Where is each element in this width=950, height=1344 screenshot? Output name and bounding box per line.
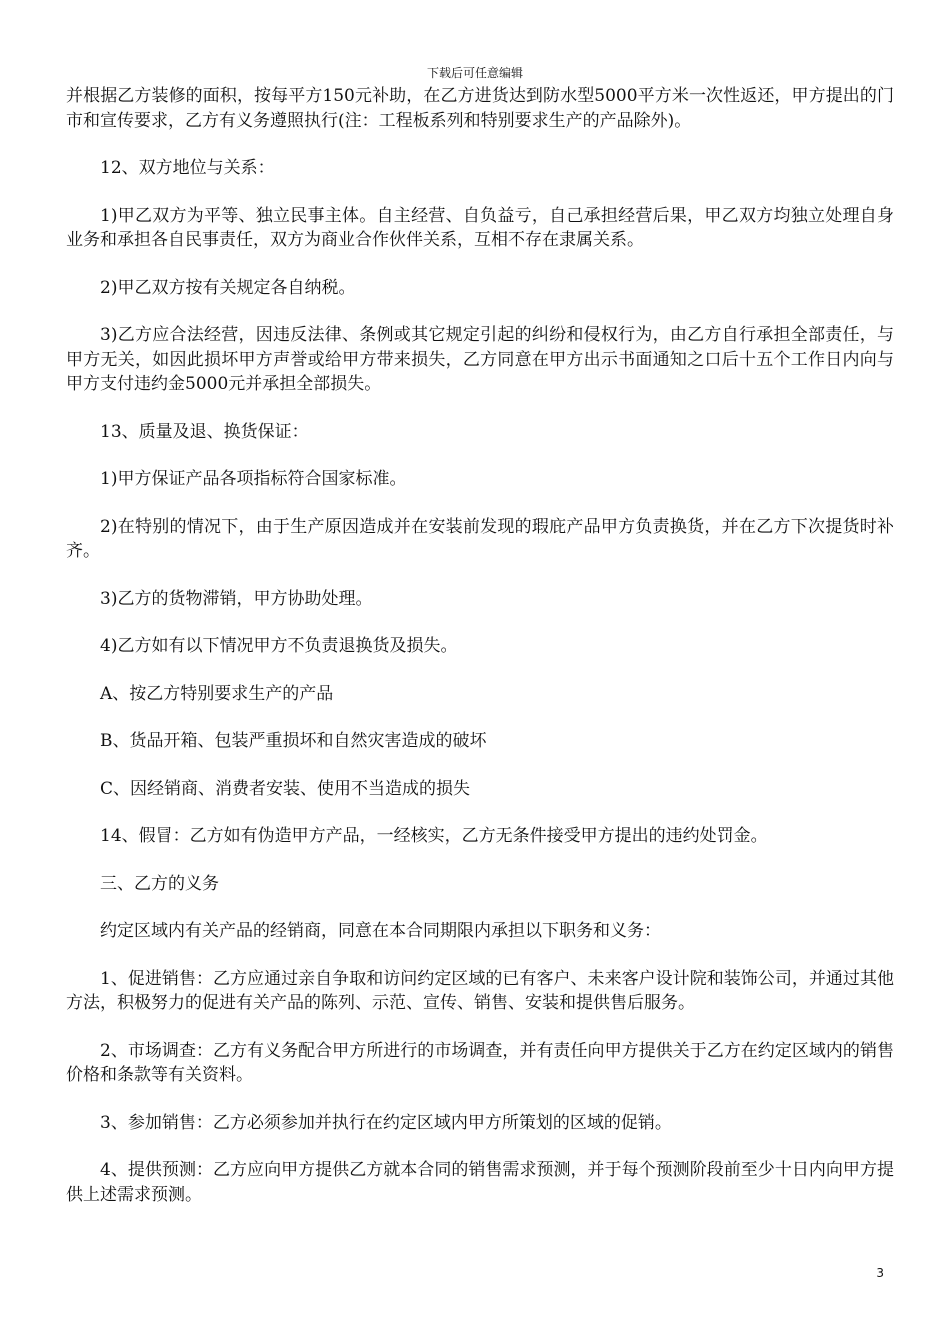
paragraph: 1)甲乙双方为平等、独立民事主体。自主经营、自负益亏，自己承担经营后果，甲乙双方均独立处理自身业务和承担各自民事责任，双方为商业合作伙伴关系，互相不存在隶属关系。: [66, 205, 894, 250]
list-item: C、因经销商、消费者安装、使用不当造成的损失: [100, 778, 471, 799]
document-body: [66, 84, 894, 1230]
page-number: 3: [876, 1266, 884, 1280]
paragraph: 1)甲方保证产品各项指标符合国家标准。: [100, 469, 407, 489]
paragraph: 2、市场调查：乙方有义务配合甲方所进行的市场调查，并有责任向甲方提供关于乙方在约定区域内的销售价格和条款等有关资料。: [66, 1040, 894, 1085]
paragraph: 2)在特别的情况下，由于生产原因造成并在安装前发现的瑕庇产品甲方负责换货，并在乙方下次提货时补齐。: [66, 516, 894, 561]
list-item: B、货品开箱、包装严重损坏和自然灾害造成的破坏: [100, 731, 487, 751]
header-note: 下载后可任意编辑: [426, 66, 523, 80]
paragraph: 4、提供预测：乙方应向甲方提供乙方就本合同的销售需求预测，并于每个预测阶段前至少十日内向甲方提供上述需求预测。: [66, 1160, 894, 1205]
section-heading: 三、乙方的义务: [100, 873, 219, 894]
paragraph: 3)乙方应合法经营，因违反法律、条例或其它规定引起的纠纷和侵权行为，由乙方自行承担全部责任，与甲方无关，如因此损坏甲方声誉或给甲方带来损失，乙方同意在甲方出示书面通知之口后十五个工作日内向与甲方支付违约金5000元并承担全部损失。: [66, 325, 894, 394]
paragraph: 并根据乙方装修的面积，按每平方150元补助，在乙方进货达到防水型5000平方米一次性返还，甲方提出的门市和宣传要求，乙方有义务遵照执行(注：工程板系列和特别要求生产的产品除外)。: [66, 86, 894, 131]
paragraph: 3、参加销售：乙方必须参加并执行在约定区域内甲方所策划的区域的促销。: [100, 1112, 672, 1133]
paragraph: 4)乙方如有以下情况甲方不负责退换货及损失。: [100, 636, 458, 656]
paragraph: 14、假冒：乙方如有伪造甲方产品，一经核实，乙方无条件接受甲方提出的违约处罚金。: [100, 826, 768, 846]
list-item: A、按乙方特别要求生产的产品: [100, 683, 334, 704]
section-heading: 12、双方地位与关系：: [100, 158, 275, 178]
paragraph: 约定区域内有关产品的经销商，同意在本合同期限内承担以下职务和义务：: [100, 921, 661, 941]
paragraph: 3)乙方的货物滞销，甲方协助处理。: [100, 588, 373, 609]
section-heading: 13、质量及退、换货保证：: [100, 421, 309, 442]
paragraph: 2)甲乙双方按有关规定各自纳税。: [100, 277, 356, 298]
paragraph: 1、促进销售：乙方应通过亲自争取和访问约定区域的已有客户、未来客户设计院和装饰公司，并通过其他方法，积极努力的促进有关产品的陈列、示范、宣传、销售、安装和提供售后服务。: [66, 968, 894, 1013]
